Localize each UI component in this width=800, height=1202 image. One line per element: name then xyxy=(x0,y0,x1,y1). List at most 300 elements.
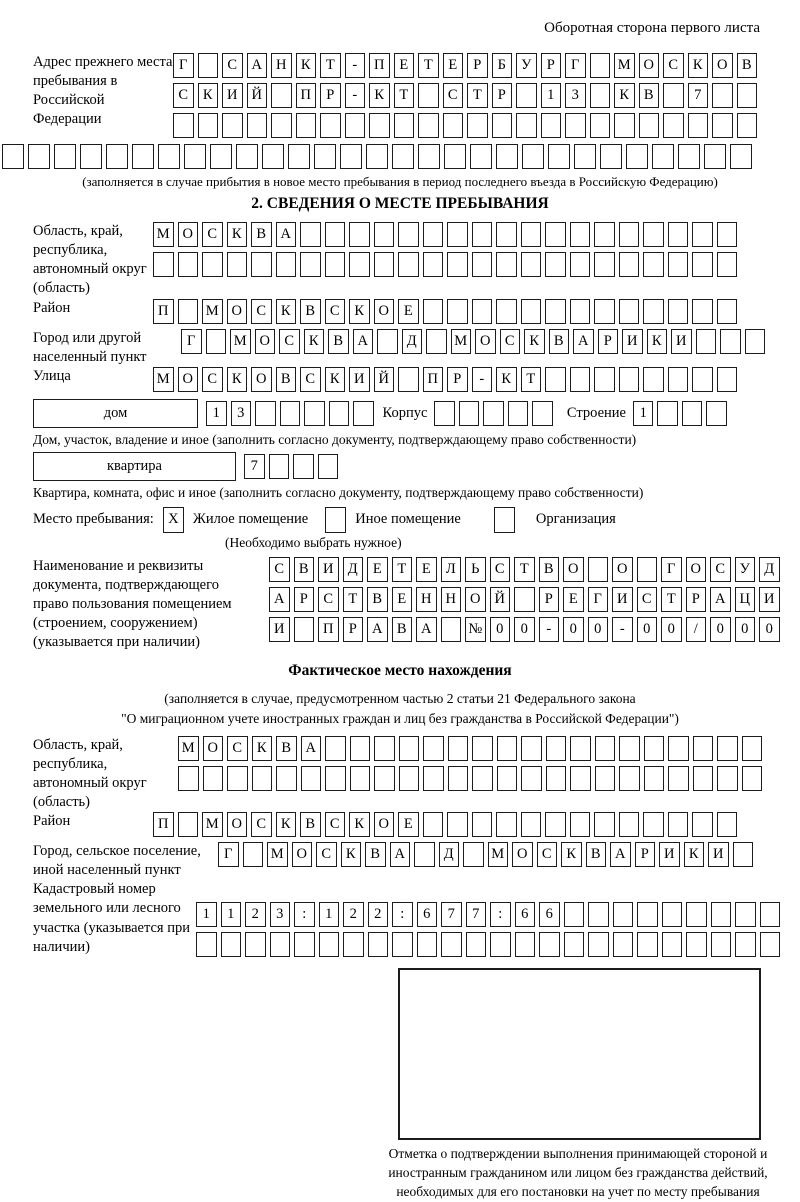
char-cell[interactable]: У xyxy=(735,557,756,582)
char-cell[interactable] xyxy=(742,736,763,761)
char-cell[interactable] xyxy=(516,113,537,138)
char-cell[interactable] xyxy=(668,252,689,277)
char-cell[interactable]: К xyxy=(227,222,248,247)
char-cell[interactable] xyxy=(243,842,264,867)
char-cell[interactable] xyxy=(227,766,248,791)
char-cell[interactable] xyxy=(158,144,180,169)
char-cell[interactable] xyxy=(441,932,462,957)
char-cell[interactable]: 1 xyxy=(541,83,562,108)
char-cell[interactable] xyxy=(399,766,420,791)
char-cell[interactable] xyxy=(320,113,341,138)
char-cell[interactable] xyxy=(692,252,713,277)
char-cell[interactable] xyxy=(637,932,658,957)
char-cell[interactable] xyxy=(304,401,325,426)
char-cell[interactable]: Т xyxy=(343,587,364,612)
char-cell[interactable] xyxy=(392,144,414,169)
char-cell[interactable] xyxy=(392,932,413,957)
char-cell[interactable] xyxy=(251,252,272,277)
char-cell[interactable] xyxy=(198,113,219,138)
char-cell[interactable] xyxy=(434,401,455,426)
char-cell[interactable] xyxy=(644,766,665,791)
char-cell[interactable] xyxy=(637,902,658,927)
char-cell[interactable]: 7 xyxy=(441,902,462,927)
char-cell[interactable] xyxy=(153,252,174,277)
char-cell[interactable]: И xyxy=(349,367,370,392)
char-cell[interactable] xyxy=(496,299,517,324)
char-cell[interactable] xyxy=(269,454,290,479)
char-cell[interactable]: К xyxy=(304,329,325,354)
char-cell[interactable] xyxy=(588,932,609,957)
char-cell[interactable] xyxy=(300,252,321,277)
char-cell[interactable]: 1 xyxy=(221,902,242,927)
char-cell[interactable] xyxy=(459,401,480,426)
char-cell[interactable] xyxy=(657,401,678,426)
char-cell[interactable] xyxy=(668,222,689,247)
char-cell[interactable]: О xyxy=(475,329,496,354)
char-cell[interactable]: К xyxy=(524,329,545,354)
char-cell[interactable]: С xyxy=(251,812,272,837)
char-cell[interactable]: Р xyxy=(320,83,341,108)
char-cell[interactable] xyxy=(444,144,466,169)
char-cell[interactable]: 7 xyxy=(688,83,709,108)
char-cell[interactable]: 7 xyxy=(466,902,487,927)
char-cell[interactable]: Е xyxy=(394,53,415,78)
char-cell[interactable]: Е xyxy=(563,587,584,612)
char-cell[interactable] xyxy=(472,299,493,324)
char-cell[interactable]: К xyxy=(684,842,705,867)
char-cell[interactable] xyxy=(541,113,562,138)
char-cell[interactable]: 0 xyxy=(563,617,584,642)
char-cell[interactable]: Л xyxy=(441,557,462,582)
char-cell[interactable] xyxy=(318,454,339,479)
char-cell[interactable] xyxy=(343,932,364,957)
char-cell[interactable] xyxy=(196,932,217,957)
char-cell[interactable] xyxy=(692,367,713,392)
char-cell[interactable]: В xyxy=(539,557,560,582)
char-cell[interactable] xyxy=(643,222,664,247)
char-cell[interactable] xyxy=(521,252,542,277)
char-cell[interactable] xyxy=(319,932,340,957)
char-cell[interactable] xyxy=(688,113,709,138)
char-cell[interactable]: С xyxy=(251,299,272,324)
char-cell[interactable] xyxy=(472,766,493,791)
char-cell[interactable] xyxy=(398,252,419,277)
char-cell[interactable] xyxy=(730,144,752,169)
char-cell[interactable] xyxy=(483,401,504,426)
char-cell[interactable] xyxy=(423,252,444,277)
char-cell[interactable] xyxy=(532,401,553,426)
char-cell[interactable] xyxy=(668,299,689,324)
char-cell[interactable] xyxy=(619,299,640,324)
char-cell[interactable]: В xyxy=(276,736,297,761)
char-cell[interactable] xyxy=(447,299,468,324)
char-cell[interactable] xyxy=(692,812,713,837)
char-cell[interactable] xyxy=(594,252,615,277)
char-cell[interactable] xyxy=(595,766,616,791)
char-cell[interactable] xyxy=(735,932,756,957)
char-cell[interactable] xyxy=(441,617,462,642)
char-cell[interactable] xyxy=(588,557,609,582)
char-cell[interactable]: Т xyxy=(394,83,415,108)
char-cell[interactable] xyxy=(546,766,567,791)
char-cell[interactable] xyxy=(293,454,314,479)
char-cell[interactable]: К xyxy=(198,83,219,108)
char-cell[interactable]: И xyxy=(759,587,780,612)
char-cell[interactable] xyxy=(496,252,517,277)
char-cell[interactable]: С xyxy=(490,557,511,582)
char-cell[interactable] xyxy=(325,766,346,791)
char-cell[interactable]: Р xyxy=(294,587,315,612)
char-cell[interactable] xyxy=(366,144,388,169)
char-cell[interactable]: 0 xyxy=(637,617,658,642)
char-cell[interactable]: С xyxy=(318,587,339,612)
char-cell[interactable]: Р xyxy=(635,842,656,867)
char-cell[interactable]: Й xyxy=(374,367,395,392)
char-cell[interactable]: 0 xyxy=(588,617,609,642)
char-cell[interactable]: И xyxy=(269,617,290,642)
char-cell[interactable] xyxy=(643,812,664,837)
char-cell[interactable] xyxy=(472,252,493,277)
char-cell[interactable]: В xyxy=(549,329,570,354)
char-cell[interactable]: / xyxy=(686,617,707,642)
char-cell[interactable] xyxy=(349,222,370,247)
char-cell[interactable]: О xyxy=(563,557,584,582)
char-cell[interactable]: К xyxy=(276,299,297,324)
char-cell[interactable] xyxy=(466,932,487,957)
char-cell[interactable] xyxy=(735,902,756,927)
char-cell[interactable]: С xyxy=(500,329,521,354)
char-cell[interactable]: - xyxy=(539,617,560,642)
char-cell[interactable]: С xyxy=(443,83,464,108)
char-cell[interactable] xyxy=(467,113,488,138)
char-cell[interactable]: Н xyxy=(441,587,462,612)
char-cell[interactable]: 1 xyxy=(319,902,340,927)
char-cell[interactable]: Е xyxy=(398,812,419,837)
char-cell[interactable] xyxy=(570,299,591,324)
char-cell[interactable]: И xyxy=(708,842,729,867)
char-cell[interactable] xyxy=(350,736,371,761)
char-cell[interactable] xyxy=(594,299,615,324)
char-cell[interactable] xyxy=(80,144,102,169)
char-cell[interactable]: 0 xyxy=(735,617,756,642)
char-cell[interactable]: Г xyxy=(661,557,682,582)
char-cell[interactable] xyxy=(353,401,374,426)
char-cell[interactable]: О xyxy=(374,299,395,324)
char-cell[interactable]: П xyxy=(153,812,174,837)
char-cell[interactable]: А xyxy=(610,842,631,867)
char-cell[interactable]: Д xyxy=(759,557,780,582)
char-cell[interactable] xyxy=(711,932,732,957)
char-cell[interactable]: К xyxy=(561,842,582,867)
char-cell[interactable]: Р xyxy=(541,53,562,78)
char-cell[interactable] xyxy=(423,736,444,761)
char-cell[interactable]: Р xyxy=(467,53,488,78)
char-cell[interactable] xyxy=(247,113,268,138)
char-cell[interactable]: В xyxy=(365,842,386,867)
char-cell[interactable] xyxy=(662,932,683,957)
char-cell[interactable]: О xyxy=(292,842,313,867)
char-cell[interactable]: Р xyxy=(492,83,513,108)
char-cell[interactable]: М xyxy=(153,222,174,247)
char-cell[interactable]: - xyxy=(345,83,366,108)
char-cell[interactable]: Й xyxy=(490,587,511,612)
char-cell[interactable]: В xyxy=(367,587,388,612)
char-cell[interactable] xyxy=(712,83,733,108)
char-cell[interactable] xyxy=(668,367,689,392)
char-cell[interactable]: Т xyxy=(320,53,341,78)
char-cell[interactable] xyxy=(652,144,674,169)
char-cell[interactable] xyxy=(2,144,24,169)
char-cell[interactable]: Й xyxy=(247,83,268,108)
char-cell[interactable]: 7 xyxy=(244,454,265,479)
char-cell[interactable] xyxy=(574,144,596,169)
char-cell[interactable]: М xyxy=(153,367,174,392)
char-cell[interactable]: О xyxy=(178,222,199,247)
char-cell[interactable] xyxy=(301,766,322,791)
char-cell[interactable]: П xyxy=(423,367,444,392)
char-cell[interactable] xyxy=(693,766,714,791)
char-cell[interactable]: П xyxy=(296,83,317,108)
char-cell[interactable] xyxy=(570,252,591,277)
char-cell[interactable] xyxy=(545,299,566,324)
char-cell[interactable]: К xyxy=(614,83,635,108)
char-cell[interactable]: И xyxy=(659,842,680,867)
char-cell[interactable] xyxy=(490,932,511,957)
char-cell[interactable] xyxy=(472,812,493,837)
char-cell[interactable]: О xyxy=(512,842,533,867)
char-cell[interactable]: Т xyxy=(521,367,542,392)
char-cell[interactable] xyxy=(570,766,591,791)
char-cell[interactable]: И xyxy=(222,83,243,108)
char-cell[interactable] xyxy=(668,766,689,791)
char-cell[interactable]: А xyxy=(573,329,594,354)
char-cell[interactable] xyxy=(314,144,336,169)
char-cell[interactable]: О xyxy=(639,53,660,78)
char-cell[interactable]: Н xyxy=(416,587,437,612)
char-cell[interactable] xyxy=(594,367,615,392)
char-cell[interactable] xyxy=(447,222,468,247)
char-cell[interactable] xyxy=(515,932,536,957)
char-cell[interactable] xyxy=(619,252,640,277)
char-cell[interactable] xyxy=(521,812,542,837)
char-cell[interactable]: С xyxy=(269,557,290,582)
char-cell[interactable] xyxy=(696,329,717,354)
char-cell[interactable]: - xyxy=(612,617,633,642)
char-cell[interactable] xyxy=(600,144,622,169)
char-cell[interactable] xyxy=(733,842,754,867)
char-cell[interactable]: К xyxy=(341,842,362,867)
char-cell[interactable]: 0 xyxy=(514,617,535,642)
char-cell[interactable] xyxy=(496,222,517,247)
char-cell[interactable]: № xyxy=(465,617,486,642)
char-cell[interactable]: Д xyxy=(439,842,460,867)
char-cell[interactable]: 6 xyxy=(417,902,438,927)
char-cell[interactable] xyxy=(448,766,469,791)
char-cell[interactable] xyxy=(712,113,733,138)
char-cell[interactable]: А xyxy=(390,842,411,867)
char-cell[interactable]: К xyxy=(276,812,297,837)
char-cell[interactable] xyxy=(368,932,389,957)
char-cell[interactable] xyxy=(369,113,390,138)
char-cell[interactable]: И xyxy=(612,587,633,612)
char-cell[interactable] xyxy=(588,902,609,927)
char-cell[interactable]: Е xyxy=(416,557,437,582)
char-cell[interactable]: М xyxy=(202,299,223,324)
char-cell[interactable]: П xyxy=(153,299,174,324)
char-cell[interactable]: К xyxy=(369,83,390,108)
char-cell[interactable] xyxy=(692,222,713,247)
char-cell[interactable] xyxy=(686,902,707,927)
char-cell[interactable]: 6 xyxy=(539,902,560,927)
char-cell[interactable] xyxy=(173,113,194,138)
char-cell[interactable]: А xyxy=(269,587,290,612)
char-cell[interactable]: У xyxy=(516,53,537,78)
char-cell[interactable] xyxy=(717,736,738,761)
char-cell[interactable]: К xyxy=(325,367,346,392)
char-cell[interactable] xyxy=(345,113,366,138)
char-cell[interactable] xyxy=(545,812,566,837)
char-cell[interactable]: Е xyxy=(398,299,419,324)
char-cell[interactable]: Р xyxy=(343,617,364,642)
char-cell[interactable]: О xyxy=(227,812,248,837)
char-cell[interactable]: Р xyxy=(598,329,619,354)
char-cell[interactable] xyxy=(374,736,395,761)
char-cell[interactable] xyxy=(423,766,444,791)
char-cell[interactable]: Т xyxy=(392,557,413,582)
char-cell[interactable] xyxy=(184,144,206,169)
char-cell[interactable]: О xyxy=(203,736,224,761)
char-cell[interactable] xyxy=(704,144,726,169)
char-cell[interactable]: Т xyxy=(661,587,682,612)
char-cell[interactable] xyxy=(423,812,444,837)
char-cell[interactable] xyxy=(325,252,346,277)
char-cell[interactable] xyxy=(398,367,419,392)
char-cell[interactable] xyxy=(340,144,362,169)
char-cell[interactable] xyxy=(374,766,395,791)
char-cell[interactable]: Д xyxy=(343,557,364,582)
char-cell[interactable] xyxy=(564,932,585,957)
char-cell[interactable]: М xyxy=(230,329,251,354)
char-cell[interactable]: С xyxy=(710,557,731,582)
char-cell[interactable] xyxy=(717,252,738,277)
char-cell[interactable] xyxy=(742,766,763,791)
char-cell[interactable] xyxy=(663,83,684,108)
char-cell[interactable] xyxy=(106,144,128,169)
char-cell[interactable] xyxy=(546,736,567,761)
char-cell[interactable]: 0 xyxy=(661,617,682,642)
char-cell[interactable] xyxy=(545,367,566,392)
char-cell[interactable] xyxy=(590,83,611,108)
char-cell[interactable]: В xyxy=(639,83,660,108)
char-cell[interactable]: : xyxy=(392,902,413,927)
char-cell[interactable] xyxy=(668,736,689,761)
char-cell[interactable] xyxy=(508,401,529,426)
char-cell[interactable]: Ц xyxy=(735,587,756,612)
char-cell[interactable]: К xyxy=(349,299,370,324)
char-cell[interactable]: К xyxy=(296,53,317,78)
char-cell[interactable]: К xyxy=(252,736,273,761)
char-cell[interactable]: Е xyxy=(367,557,388,582)
char-cell[interactable] xyxy=(613,932,634,957)
char-cell[interactable] xyxy=(325,222,346,247)
char-cell[interactable] xyxy=(619,766,640,791)
char-cell[interactable] xyxy=(711,902,732,927)
char-cell[interactable]: К xyxy=(496,367,517,392)
char-cell[interactable] xyxy=(202,252,223,277)
char-cell[interactable] xyxy=(206,329,227,354)
char-cell[interactable] xyxy=(614,113,635,138)
char-cell[interactable]: Г xyxy=(218,842,239,867)
char-cell[interactable]: О xyxy=(686,557,707,582)
char-cell[interactable] xyxy=(570,812,591,837)
char-cell[interactable]: О xyxy=(178,367,199,392)
char-cell[interactable] xyxy=(565,113,586,138)
char-cell[interactable] xyxy=(222,113,243,138)
char-cell[interactable] xyxy=(296,113,317,138)
char-cell[interactable]: В xyxy=(737,53,758,78)
char-cell[interactable] xyxy=(662,902,683,927)
char-cell[interactable] xyxy=(221,932,242,957)
char-cell[interactable] xyxy=(472,222,493,247)
char-cell[interactable] xyxy=(132,144,154,169)
char-cell[interactable]: 0 xyxy=(490,617,511,642)
char-cell[interactable] xyxy=(745,329,766,354)
char-cell[interactable]: С xyxy=(173,83,194,108)
char-cell[interactable] xyxy=(545,222,566,247)
char-cell[interactable]: С xyxy=(537,842,558,867)
char-cell[interactable] xyxy=(236,144,258,169)
char-cell[interactable] xyxy=(682,401,703,426)
char-cell[interactable] xyxy=(737,83,758,108)
char-cell[interactable] xyxy=(497,736,518,761)
char-cell[interactable] xyxy=(521,766,542,791)
char-cell[interactable]: П xyxy=(369,53,390,78)
char-cell[interactable]: О xyxy=(612,557,633,582)
char-cell[interactable]: В xyxy=(251,222,272,247)
char-cell[interactable]: Е xyxy=(443,53,464,78)
char-cell[interactable]: В xyxy=(300,299,321,324)
char-cell[interactable]: Р xyxy=(539,587,560,612)
char-cell[interactable] xyxy=(276,252,297,277)
char-cell[interactable] xyxy=(329,401,350,426)
char-cell[interactable]: С xyxy=(222,53,243,78)
stay-option-organization-checkbox[interactable] xyxy=(494,507,515,533)
char-cell[interactable] xyxy=(706,401,727,426)
char-cell[interactable] xyxy=(270,932,291,957)
char-cell[interactable]: В xyxy=(586,842,607,867)
char-cell[interactable] xyxy=(678,144,700,169)
char-cell[interactable] xyxy=(720,329,741,354)
char-cell[interactable]: 1 xyxy=(206,401,227,426)
char-cell[interactable] xyxy=(717,367,738,392)
stay-option-other-checkbox[interactable] xyxy=(325,507,346,533)
char-cell[interactable] xyxy=(521,736,542,761)
char-cell[interactable] xyxy=(288,144,310,169)
char-cell[interactable]: Б xyxy=(492,53,513,78)
char-cell[interactable] xyxy=(637,557,658,582)
char-cell[interactable]: 0 xyxy=(759,617,780,642)
char-cell[interactable]: И xyxy=(622,329,643,354)
char-cell[interactable] xyxy=(613,902,634,927)
char-cell[interactable] xyxy=(643,252,664,277)
char-cell[interactable]: 3 xyxy=(565,83,586,108)
char-cell[interactable] xyxy=(423,299,444,324)
char-cell[interactable]: М xyxy=(267,842,288,867)
char-cell[interactable] xyxy=(443,113,464,138)
char-cell[interactable]: В xyxy=(392,617,413,642)
char-cell[interactable]: А xyxy=(247,53,268,78)
char-cell[interactable] xyxy=(203,766,224,791)
